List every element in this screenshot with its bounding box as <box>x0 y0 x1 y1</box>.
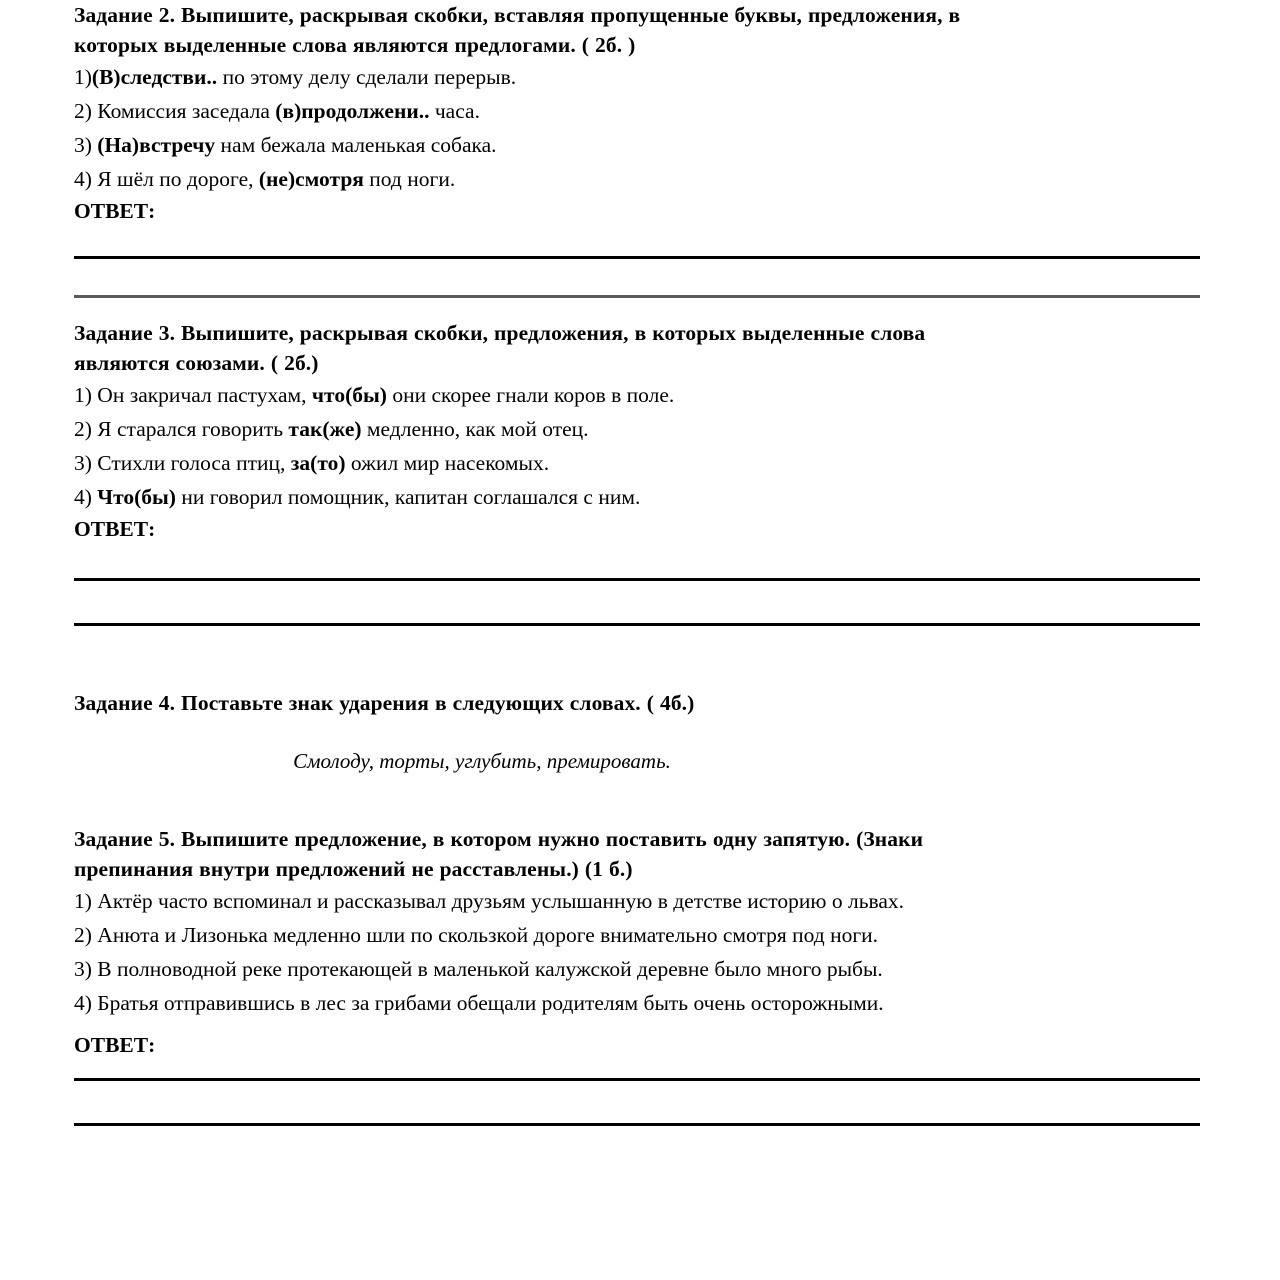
task-2-item-1-bold: (В)следстви.. <box>91 65 218 89</box>
task-2-heading-line-1: Задание 2. Выпишите, раскрывая скобки, вставляя пропущенные буквы, предложения, в <box>74 3 961 27</box>
task-5-item-3-number: 3) <box>74 957 92 981</box>
task-3-heading-line-2: являются союзами. ( 2б.) <box>74 351 319 375</box>
task-2-item-3-number: 3) <box>74 133 92 157</box>
task-2-item-2-pre: Комиссия заседала <box>91 99 276 123</box>
task-3-item-4 <box>74 480 1200 514</box>
task-3-item-2 <box>74 412 1200 446</box>
task-5-item-4 <box>74 986 1200 1020</box>
task-5-heading-line-1: Задание 5. Выпишите предложение, в котором нужно поставить одну запятую. (Знаки <box>74 827 924 851</box>
task-5-item-2 <box>74 918 1200 952</box>
task-5-item-4-number: 4) <box>74 991 92 1015</box>
task-3-item-2-bold: так(же) <box>288 417 362 441</box>
task-2-item-3-bold: (На)встречу <box>97 133 216 157</box>
task-5-item-1-text: Актёр часто вспоминал и рассказывал друзьям услышанную в детстве историю о львах. <box>91 889 905 913</box>
task-4-words: Смолоду, торты, углубить, премировать. <box>293 749 671 773</box>
task-3-block <box>74 298 1200 626</box>
task-5-item-3 <box>74 952 1200 986</box>
task-2-item-4-pre: Я шёл по дороге, <box>91 167 259 191</box>
task-2-item-3 <box>74 128 1200 162</box>
task-5-item-2-text: Анюта и Лизонька медленно шли по скользкой дороге внимательно смотря под ноги. <box>91 923 879 947</box>
task-3-item-1-number: 1) <box>74 383 92 407</box>
task-2-heading-line-2: которых выделенные слова являются предлогами. ( 2б. ) <box>74 33 636 57</box>
task-3-item-4-number: 4) <box>74 485 92 509</box>
task-5-item-3-text: В полноводной реке протекающей в маленькой калужской деревне было много рыбы. <box>91 957 883 981</box>
task-2-block <box>74 0 1200 298</box>
task-3-item-2-pre: Я старался говорить <box>91 417 289 441</box>
task-5-item-2-number: 2) <box>74 923 92 947</box>
task-4-heading-line-1: Задание 4. Поставьте знак ударения в следующих словах. ( 4б.) <box>74 691 695 715</box>
task-3-item-3 <box>74 446 1200 480</box>
task-5-item-4-text: Братья отправившись в лес за грибами обещали родителям быть очень осторожными. <box>91 991 884 1015</box>
task-3-item-3-number: 3) <box>74 451 92 475</box>
task-3-answer-label: ОТВЕТ: <box>74 517 156 541</box>
task-3-item-1 <box>74 378 1200 412</box>
task-3-item-2-number: 2) <box>74 417 92 441</box>
task-2-item-4-number: 4) <box>74 167 92 191</box>
task-2-item-2 <box>74 94 1200 128</box>
task-2-item-3-rest: нам бежала маленькая собака. <box>215 133 497 157</box>
task-4-block <box>74 626 1200 776</box>
task-5-item-1-number: 1) <box>74 889 92 913</box>
task-3-item-1-bold: что(бы) <box>311 383 387 407</box>
task-3-item-1-rest: они скорее гнали коров в поле. <box>386 383 675 407</box>
task-2-item-1-number: 1) <box>74 65 92 89</box>
task-5-item-1 <box>74 884 1200 918</box>
task-2-item-2-bold: (в)продолжени.. <box>275 99 430 123</box>
task-3-item-2-rest: медленно, как мой отец. <box>361 417 589 441</box>
task-3-item-1-pre: Он закричал пастухам, <box>91 383 312 407</box>
task-3-item-4-rest: ни говорил помощник, капитан соглашался с ним. <box>175 485 641 509</box>
task-2-item-4 <box>74 162 1200 196</box>
task-2-item-1-rest: по этому делу сделали перерыв. <box>217 65 517 89</box>
task-2-item-1 <box>74 60 1200 94</box>
task-3-item-4-bold: Что(бы) <box>97 485 176 509</box>
task-5-answer-line-2[interactable] <box>74 1123 1200 1126</box>
task-3-item-3-bold: за(то) <box>290 451 346 475</box>
task-3-heading-line-1: Задание 3. Выпишите, раскрывая скобки, предложения, в которых выделенные слова <box>74 321 926 345</box>
task-5-answer-label: ОТВЕТ: <box>74 1033 156 1057</box>
task-5-block <box>74 776 1200 1126</box>
task-3-item-3-rest: ожил мир насекомых. <box>345 451 550 475</box>
task-2-answer-label: ОТВЕТ: <box>74 199 156 223</box>
task-2-item-4-rest: под ноги. <box>363 167 456 191</box>
task-3-item-3-pre: Стихли голоса птиц, <box>91 451 291 475</box>
task-2-item-2-number: 2) <box>74 99 92 123</box>
task-5-heading-line-2: препинания внутри предложений не расставлены.) (1 б.) <box>74 857 633 881</box>
task-2-item-2-rest: часа. <box>429 99 480 123</box>
task-2-item-4-bold: (не)смотря <box>258 167 364 191</box>
